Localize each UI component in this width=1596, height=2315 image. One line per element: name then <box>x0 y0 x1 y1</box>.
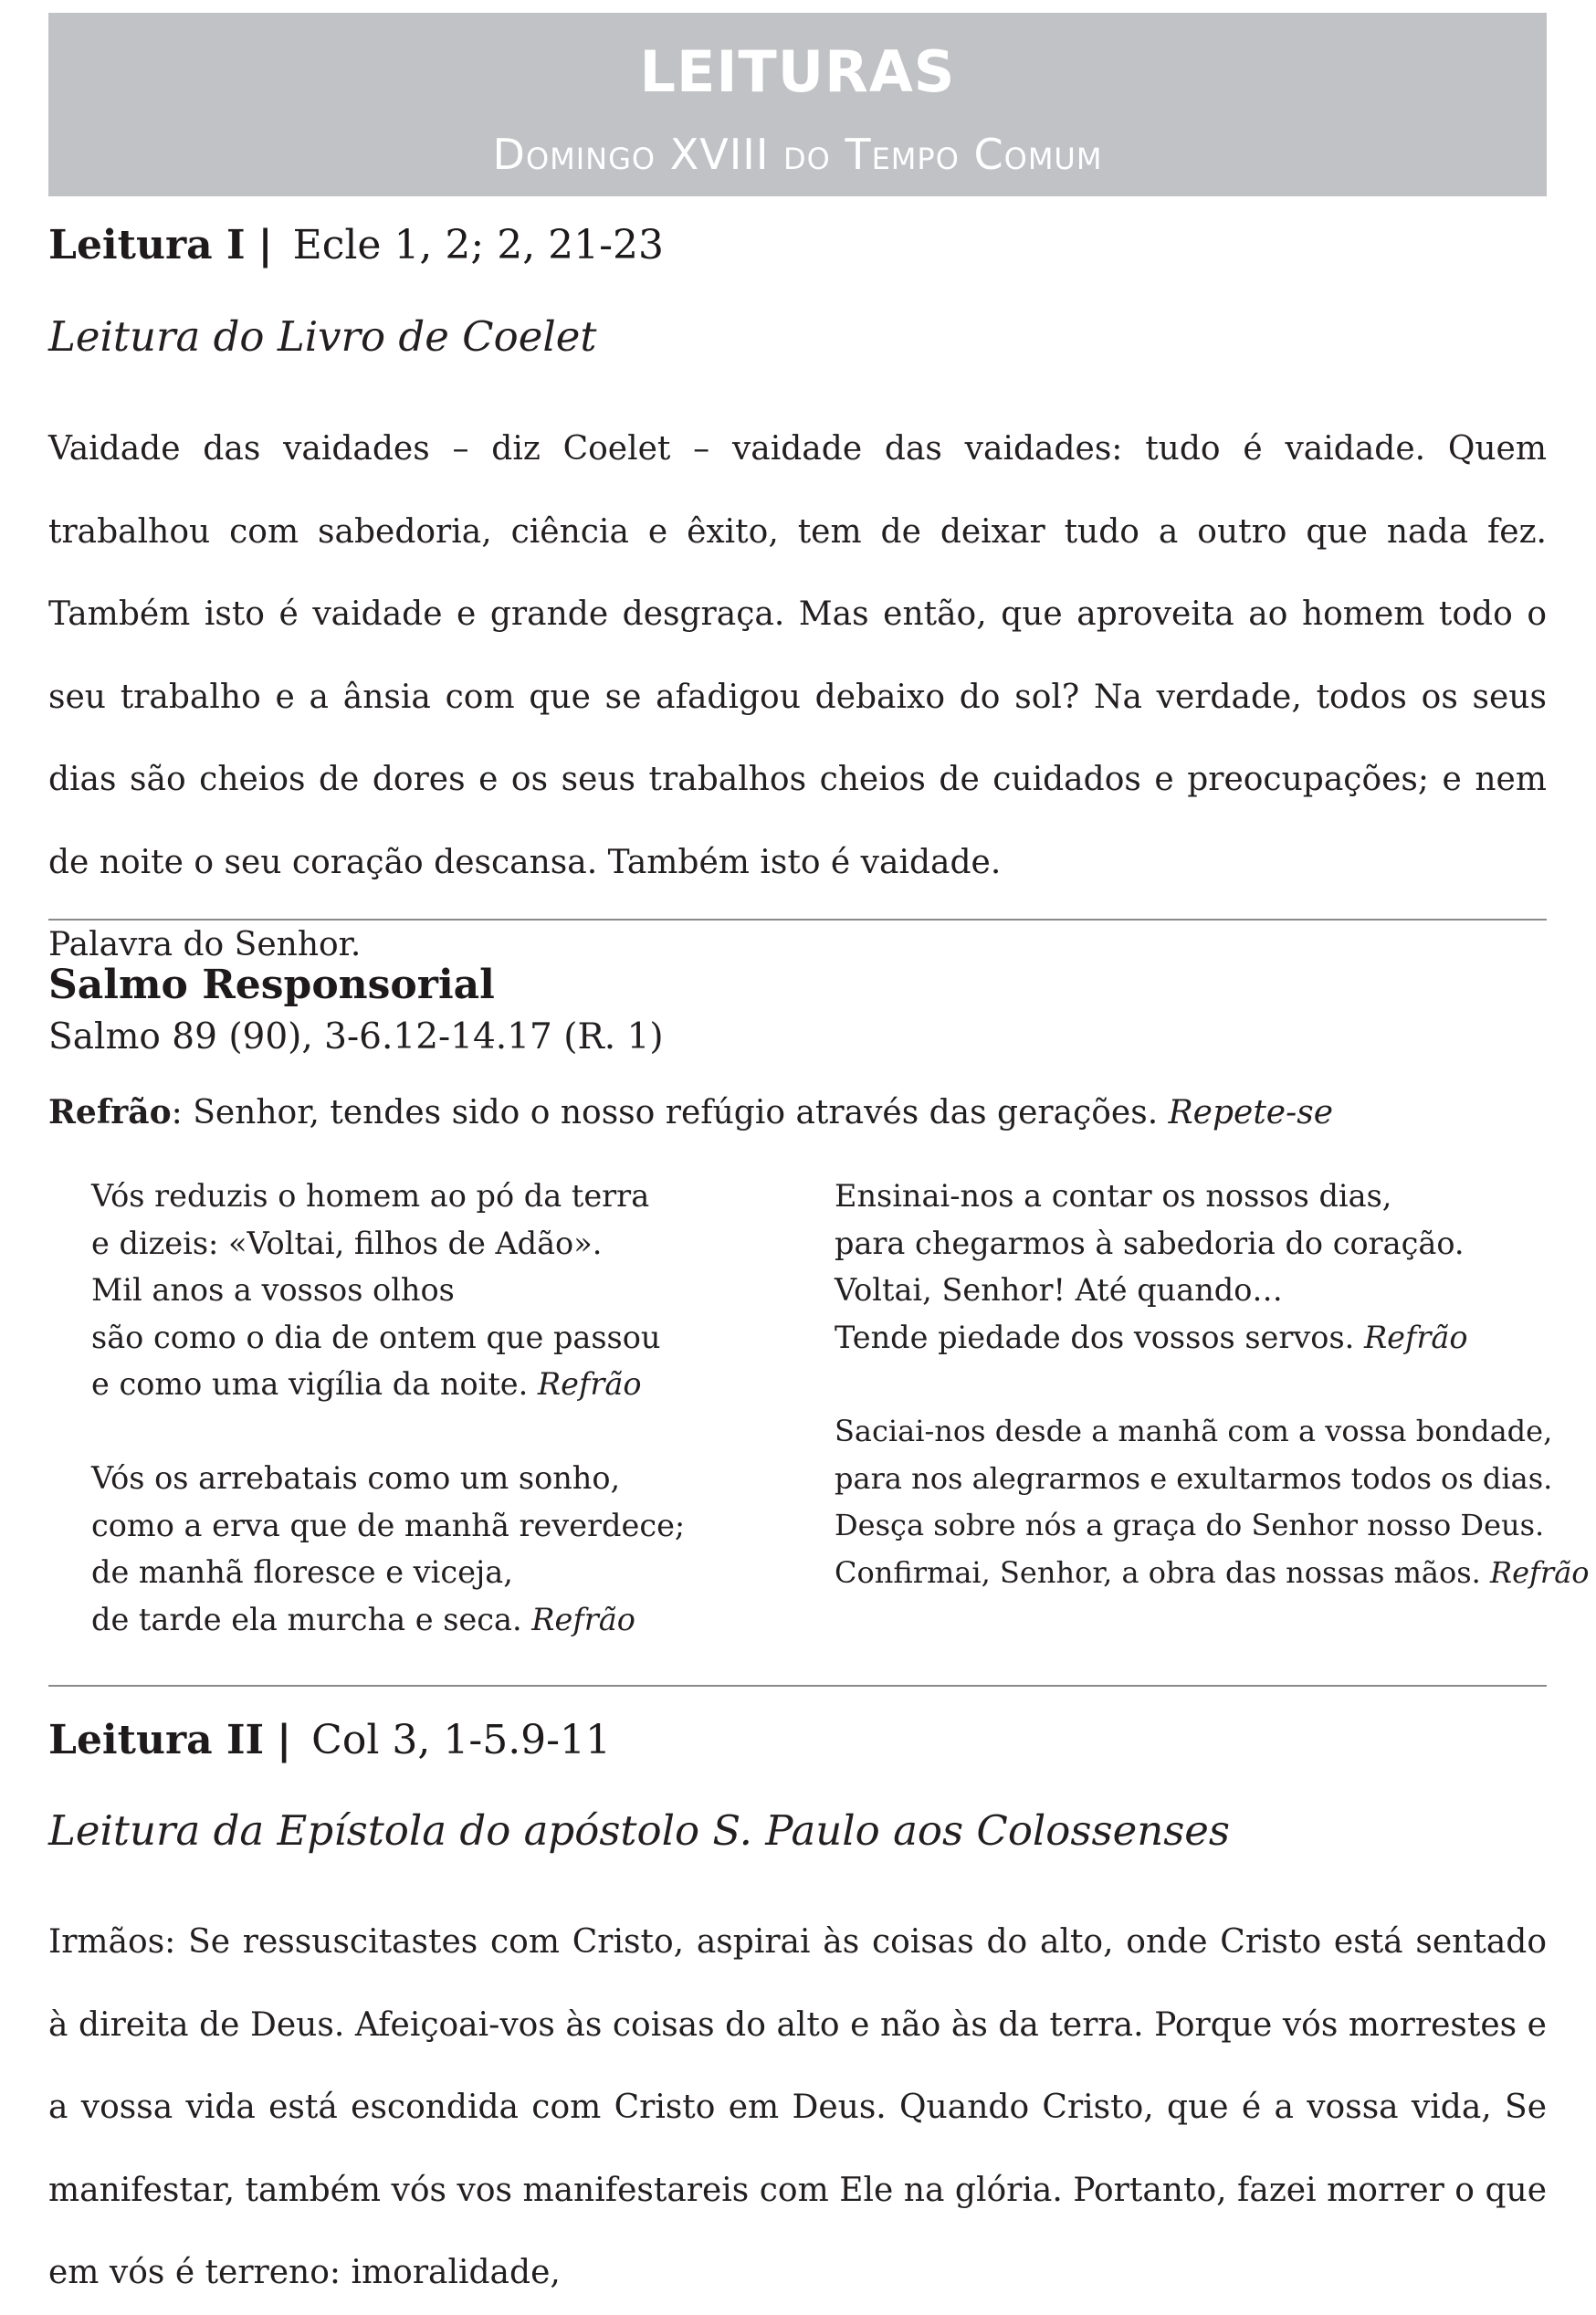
stanza-line: de tarde ela murcha e seca. Refrão <box>91 1601 635 1637</box>
stanza-line: de manhã floresce e viceja, <box>91 1554 513 1590</box>
psalm-stanza-1 <box>91 1173 661 1408</box>
stanza-line: Ensinai-nos a contar os nossos dias, <box>835 1178 1392 1214</box>
reading2-label: Leitura II <box>48 1717 265 1763</box>
divider <box>48 919 1547 921</box>
stanza-line: para chegarmos à sabedoria do coração. <box>835 1225 1465 1261</box>
reading1-separator: | <box>257 222 273 268</box>
reading2-source: Leitura da Epístola do apóstolo S. Paulo aos Colossenses <box>48 1806 1231 1855</box>
stanza-line: Mil anos a vossos olhos <box>91 1272 455 1308</box>
reading1-label: Leitura I <box>48 222 246 268</box>
stanza-line: para nos alegrarmos e exultarmos todos os dias. <box>835 1460 1553 1496</box>
stanza-line: e dizeis: «Voltai, filhos de Adão». <box>91 1225 603 1261</box>
stanza-line: Voltai, Senhor! Até quando… <box>835 1272 1283 1308</box>
reading2-reference: Col 3, 1-5.9-11 <box>311 1717 612 1763</box>
psalm-stanza-3 <box>835 1173 1468 1361</box>
reading2-heading <box>48 1717 611 1763</box>
page-subtitle: Domingo XVIII do Tempo Comum <box>492 130 1103 179</box>
psalm-stanza-2 <box>91 1455 685 1643</box>
reading1-closing: Palavra do Senhor. <box>48 926 362 963</box>
refrain-marker: Refrão <box>537 1366 642 1402</box>
reading1-text <box>48 408 1547 987</box>
stanza-line: Confirmai, Senhor, a obra das nossas mãos. Refrão <box>835 1554 1590 1590</box>
refrain-marker: Refrão <box>1490 1554 1590 1590</box>
header-banner <box>48 13 1547 196</box>
stanza-line: como a erva que de manhã reverdece; <box>91 1507 686 1543</box>
stanza-line: e como uma vigília da noite. Refrão <box>91 1366 642 1402</box>
refrain-label: Refrão <box>48 1093 172 1131</box>
reading2-text: Irmãos: Se ressuscitastes com Cristo, aspirai às coisas do alto, onde Cristo está sentado à direita de Deus. Afeiçoai-vos às coisas do alto e não às da terra. Porque vós morrestes e a vossa vida está escondida com Cristo em Deus. Quando Cristo, que é a vossa vida, Se manifestar, também vós vos manifestareis com Ele na glória. Portanto, fazei morrer o que em vós é terreno: imoralidade, <box>48 1923 1547 2291</box>
refrain-marker: Refrão <box>531 1601 635 1637</box>
reading1-reference: Ecle 1, 2; 2, 21-23 <box>292 222 665 268</box>
stanza-line: Vós reduzis o homem ao pó da terra <box>91 1178 650 1214</box>
reading1-body: Vaidade das vaidades – diz Coelet – vaidade das vaidades: tudo é vaidade. Quem trabalhou com sabedoria, ciência e êxito, tem de deixar tudo a outro que nada fez. Também isto é vaidade e grande desgraça. Mas então, que aproveita ao homem todo o seu trabalho e a ânsia com que se afadigou debaixo do sol? Na verdade, todos os seus dias são cheios de dores e os seus trabalhos cheios de cuidados e preocupações; e nem de noite o seu coração descansa. Também isto é vaidade. <box>48 430 1547 881</box>
psalm-reference: Salmo 89 (90), 3-6.12-14.17 (R. 1) <box>48 1016 664 1058</box>
stanza-line: Vós os arrebatais como um sonho, <box>91 1460 621 1496</box>
stanza-line: Saciai-nos desde a manhã com a vossa bondade, <box>835 1414 1553 1448</box>
refrain-text: : Senhor, tendes sido o nosso refúgio através das gerações. <box>171 1094 1169 1131</box>
psalm-refrain <box>48 1093 1333 1131</box>
stanza-line: Tende piedade dos vossos servos. Refrão <box>835 1319 1468 1355</box>
reading1-source: Leitura do Livro de Coelet <box>48 312 597 361</box>
refrain-marker: Refrão <box>1363 1319 1468 1355</box>
refrain-repeat: Repete-se <box>1168 1094 1334 1131</box>
stanza-line: Desça sobre nós a graça do Senhor nosso Deus. <box>835 1508 1545 1542</box>
psalm-heading: Salmo Responsorial <box>48 962 495 1008</box>
page-title: LEITURAS <box>639 38 956 105</box>
reading2-separator: | <box>277 1717 292 1763</box>
psalm-stanza-4 <box>835 1408 1590 1596</box>
reading1-heading <box>48 222 664 268</box>
stanza-line: são como o dia de ontem que passou <box>91 1319 661 1355</box>
divider <box>48 1685 1547 1687</box>
